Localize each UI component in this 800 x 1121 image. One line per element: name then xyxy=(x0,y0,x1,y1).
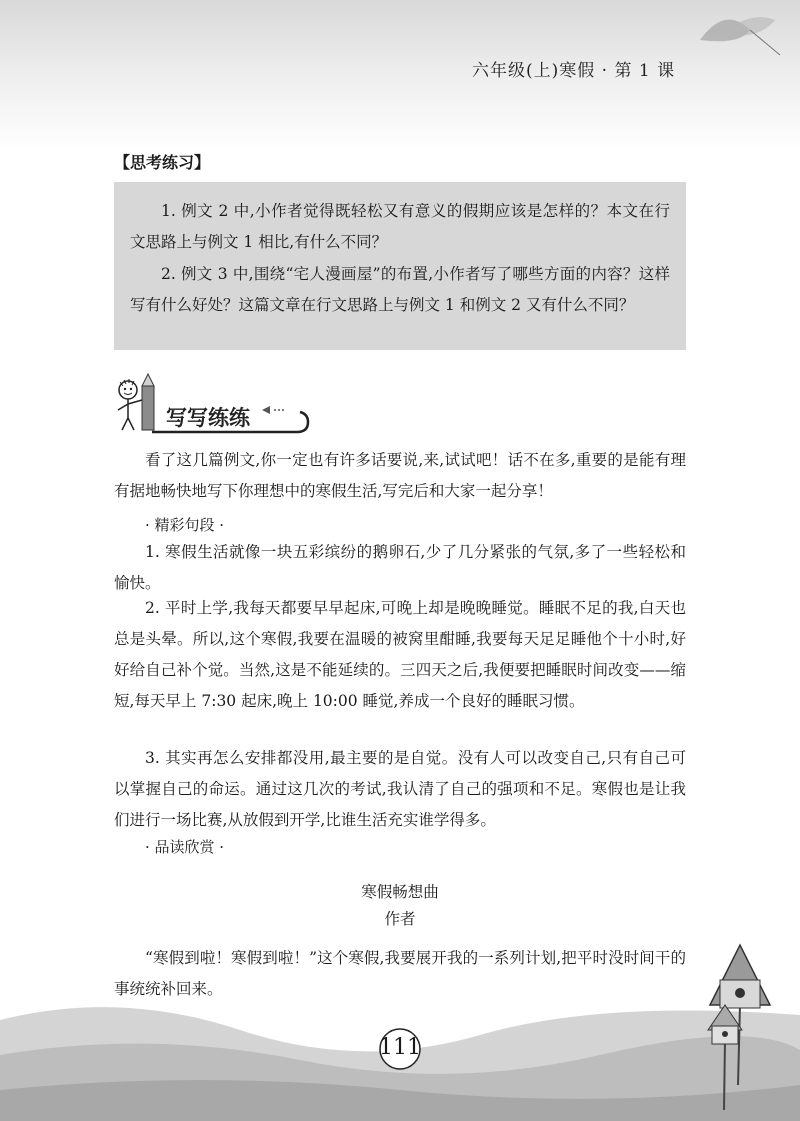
butterfly-icon xyxy=(680,0,790,70)
page-number-badge xyxy=(378,1027,422,1071)
thinking-section-title: 【思考练习】 xyxy=(114,153,211,172)
page-number: 111 xyxy=(379,1035,421,1060)
essay-title: 寒假畅想曲 xyxy=(361,883,439,901)
question-2: 2. 例文 3 中,围绕“宅人漫画屋”的布置,小作者写了哪些方面的内容？这样写有什么好处？这篇文章在行文思路上与例文 1 和例文 2 又有什么不同？ xyxy=(130,265,670,314)
writing-section-title: 写写练练 xyxy=(166,406,250,430)
appreciation-heading: · 品读欣赏 · xyxy=(145,838,225,856)
pencil-kid-icon xyxy=(112,372,162,438)
essay-author: 作者 xyxy=(384,910,416,928)
birdhouse-small-icon xyxy=(700,1000,750,1110)
sentence-2: 2. 平时上学,我每天都要早早起床,可晚上却是晚晚睡觉。睡眠不足的我,白天也总是头晕。所以,这个寒假,我要在温暖的被窝里酣睡,我要每天足足睡他个十小时,好好给自己补个觉。当然,这是不能延续的。三四天之后,我便要把睡眠时间改变——缩短,每天早上 7:30 起床,晚上 10:00 睡觉,养成一个良好的睡眠习惯。 xyxy=(114,599,686,710)
question-1: 1. 例文 2 中,小作者觉得既轻松又有意义的假期应该是怎样的？本文在行文思路上与例文 1 相比,有什么不同？ xyxy=(130,202,670,251)
highlight-heading: · 精彩句段 · xyxy=(145,516,225,534)
sentence-3: 3. 其实再怎么安排都没用,最主要的是自觉。没有人可以改变自己,只有自己可以掌握自己的命运。通过这几次的考试,我认清了自己的强项和不足。寒假也是让我们进行一场比赛,从放假到开学,比谁生活充实谁学得多。 xyxy=(114,749,686,829)
writing-intro: 看了这几篇例文,你一定也有许多话要说,来,试试吧！话不在多,重要的是能有理有据地畅快地写下你理想中的寒假生活,写完后和大家一起分享！ xyxy=(114,451,686,500)
page-header: 六年级(上)寒假 · 第 1 课 xyxy=(472,61,676,81)
essay-paragraph-1: “寒假到啦！寒假到啦！”这个寒假,我要展开我的一系列计划,把平时没时间干的事统统补回来。 xyxy=(114,949,686,998)
sentence-1: 1. 寒假生活就像一块五彩缤纷的鹅卵石,少了几分紧张的气氛,多了一些轻松和愉快。 xyxy=(114,543,686,592)
